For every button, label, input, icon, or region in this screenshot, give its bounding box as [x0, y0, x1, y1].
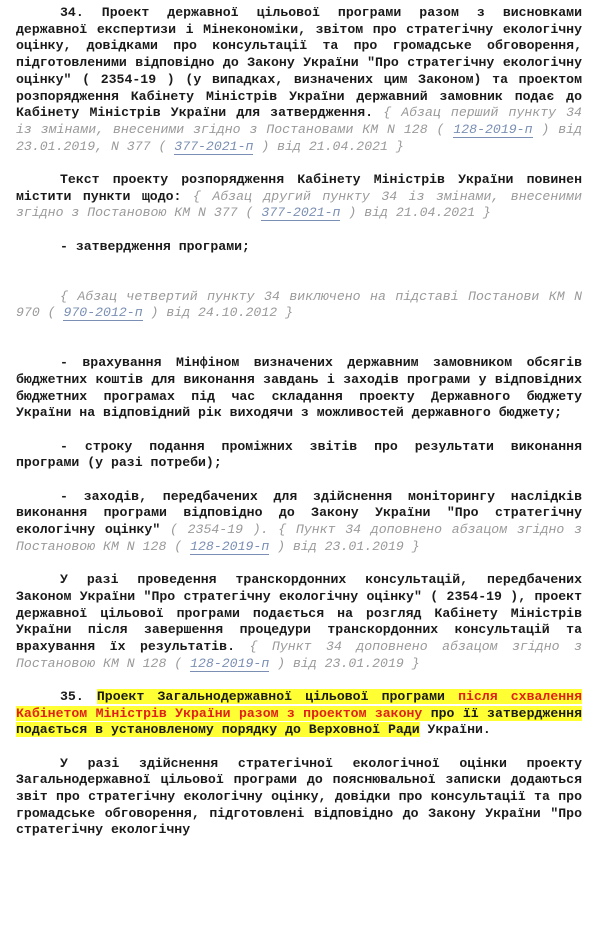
highlighted-text: Проект Загальнодержавної цільової програми після схвалення Кабінетом Міністрів України разом з проектом закону про її затвердження подається в установленому порядку до Верховної Ради: [16, 688, 582, 738]
amendment-link-970-2012[interactable]: 970-2012-п: [63, 305, 143, 321]
amendment-link-128-2019[interactable]: 128-2019-п: [453, 121, 533, 137]
paragraph-text: 34. Проект державної цільової програми разом з висновками державної експертизи і Мінекономіки, звітом про стратегічну екологічну оцінку, довідками про консультації та про громадське обговорення, підготовленими відповідно до Закону України "Про стратегічну екологічну оцінку" ( 2354-19 ) (у випадках, визначених цим Законом) та проектом розпорядження Кабінету Міністрів України державний замовник подає до Кабінету Міністрів України для затвердження.: [16, 5, 582, 121]
paragraph-34-7: [16, 489, 582, 556]
paragraph-text: Текст проекту розпорядження Кабінету Міністрів України повинен містити пункти щодо:: [16, 171, 582, 204]
paragraph-34-2: [16, 172, 582, 222]
law-code-reference: ( 2354-19 ).: [160, 522, 269, 538]
paragraph-text: - затвердження програми;: [60, 238, 250, 254]
amendment-link-377-2021[interactable]: 377-2021-п: [174, 138, 254, 154]
amendment-link-128-2019[interactable]: 128-2019-п: [190, 538, 270, 554]
amendment-note: { Абзац другий пункту 34 із змінами, внесеними згідно з Постановою КМ N 377 ( 377-2021-п ) від 21.04.2021 }: [16, 188, 582, 221]
amendment-note: { Абзац перший пункту 34 із змінами, внесеними згідно з Постановами КМ N 128 ( 128-2019-п ) від 23.01.2019, N 377 ( 377-2021-п ) від 21.04.2021 }: [16, 105, 582, 154]
paragraph-text: У разі проведення транскордонних консультацій, передбачених Законом України "Про стратегічну екологічну оцінку" ( 2354-19 ), проект державної цільової програми подається на розгляд Кабінету Міністрів України після завершення процедури транскордонних консультацій та врахування їх результатів.: [16, 572, 582, 654]
paragraph-34-3: [16, 239, 582, 256]
paragraph-34-1: [16, 5, 582, 155]
paragraph-number: 35.: [60, 688, 84, 704]
paragraph-34-5: [16, 355, 582, 422]
paragraph-35-2: [16, 756, 582, 840]
paragraph-text: - строку подання проміжних звітів про результати виконання програми (у разі потреби);: [16, 438, 582, 471]
amendment-note: { Пункт 34 доповнено абзацом згідно з Постановою КМ N 128 ( 128-2019-п ) від 23.01.2019 }: [16, 638, 582, 671]
paragraph-text: У разі здійснення стратегічної екологічної оцінки проекту Загальнодержавної цільової програми до пояснювальної записки додаються звіт про стратегічну екологічну оцінку, довідки про консультації та про громадське обговорення, підготовлені відповідно до Закону України "Про стратегічну екологічну: [16, 755, 582, 838]
spacer: [16, 339, 582, 356]
paragraph-tail: України.: [427, 722, 491, 738]
exclusion-note: { Абзац четвертий пункту 34 виключено на підставі Постанови КМ N 970 ( 970-2012-п ) від 24.10.2012 }: [16, 288, 582, 321]
highlighted-red-text: після схвалення Кабінетом Міністрів України разом з проектом закону: [16, 688, 582, 721]
paragraph-text: - врахування Мінфіном визначених державним замовником обсягів бюджетних коштів для виконання завдань і заходів програми у відповідних бюджетних програмах під час складання проекту Державного бюджету України на відповідний рік виходячи з можливостей державного бюджету;: [16, 355, 582, 421]
spacer: [16, 272, 582, 289]
paragraph-35-1: [16, 689, 582, 739]
paragraph-34-6: [16, 439, 582, 472]
paragraph-text: - заходів, передбачених для здійснення моніторингу наслідків виконання програми відповідно до Закону України "Про стратегічну екологічну оцінку": [16, 488, 582, 538]
amendment-note: { Пункт 34 доповнено абзацом згідно з Постановою КМ N 128 ( 128-2019-п ) від 23.01.2019 }: [16, 522, 582, 554]
paragraph-34-4: [16, 289, 582, 322]
amendment-link-128-2019[interactable]: 128-2019-п: [190, 655, 270, 671]
paragraph-34-8: [16, 572, 582, 672]
amendment-link-377-2021[interactable]: 377-2021-п: [261, 205, 341, 221]
